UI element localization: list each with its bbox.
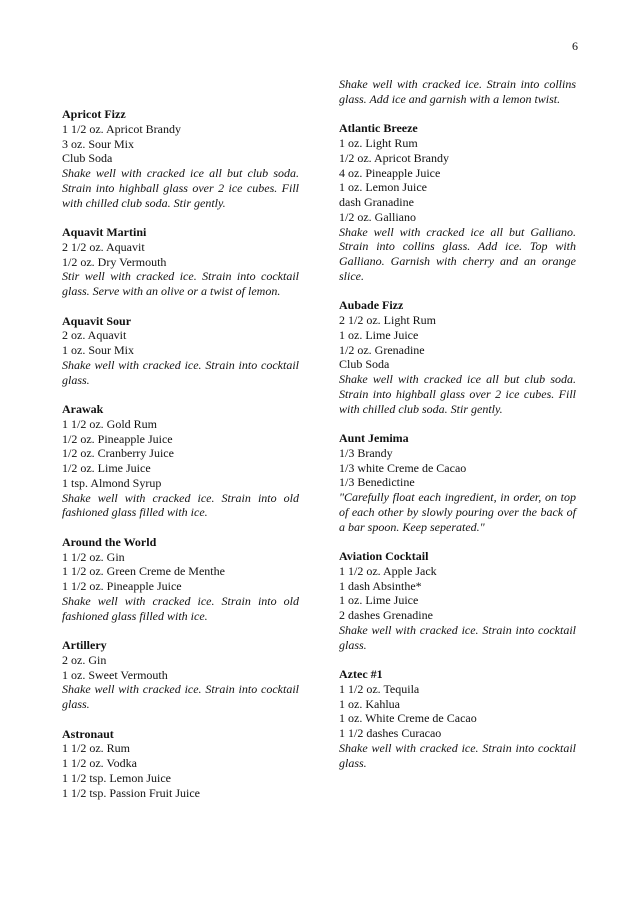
- ingredient: 1 1/2 oz. Vodka: [62, 756, 137, 770]
- ingredient: 1/3 white Creme de Cacao: [339, 460, 467, 475]
- ingredient: 1 1/2 tsp. Lemon Juice: [62, 770, 171, 785]
- recipe-instructions: Shake well with cracked ice. Strain into old fashioned glass filled with ice.: [62, 490, 299, 520]
- ingredient: 1 1/2 oz. Gold Rum: [62, 416, 157, 431]
- ingredient: 1 oz. Light Rum: [339, 136, 418, 150]
- ingredient: 1 oz. Sweet Vermouth: [62, 667, 168, 682]
- ingredient: 1 1/2 tsp. Passion Fruit Juice: [62, 785, 201, 800]
- ingredient: 1 1/2 oz. Gin: [62, 549, 125, 564]
- recipe-instructions: Shake well with cracked ice all but Galliano. Strain into collins glass. Add ice. Top with Galliano. Garnish with cherry and an orange slice.: [339, 224, 576, 283]
- recipe-title: Aztec #1: [339, 667, 383, 681]
- recipe-apricot-fizz: [62, 107, 299, 210]
- recipe-aquavit-martini: [62, 225, 299, 299]
- recipe-title: Aquavit Martini: [62, 225, 147, 239]
- recipe-title: Aubade Fizz: [339, 298, 404, 313]
- ingredient: 1/3 Brandy: [339, 445, 393, 460]
- ingredient: 4 oz. Pineapple Juice: [339, 165, 441, 180]
- ingredient: Club Soda: [339, 357, 390, 372]
- ingredient: 1/2 oz. Pineapple Juice: [62, 431, 173, 446]
- recipe-title: Aviation Cocktail: [339, 549, 429, 563]
- recipe-aquavit-sour: [62, 314, 299, 388]
- recipe-aviation-cocktail: [339, 549, 576, 652]
- ingredient: 1/2 oz. Grenadine: [339, 342, 425, 357]
- ingredient: 1 1/2 oz. Rum: [62, 741, 130, 756]
- recipe-arawak: [62, 402, 299, 520]
- ingredient: dash Granadine: [339, 195, 414, 209]
- ingredient: 1/2 oz. Lime Juice: [62, 461, 151, 475]
- ingredient: 1/3 Benedictine: [339, 475, 415, 490]
- ingredient: 1/2 oz. Apricot Brandy: [339, 150, 449, 165]
- recipe-atlantic-breeze: [339, 121, 576, 283]
- recipe-around-the-world: [62, 535, 299, 624]
- ingredient: 3 oz. Sour Mix: [62, 136, 134, 151]
- ingredient: 1 1/2 dashes Curacao: [339, 726, 442, 740]
- ingredient: 1/2 oz. Galliano: [339, 209, 416, 224]
- ingredient: 1 oz. Sour Mix: [62, 343, 134, 357]
- recipe-title: Aunt Jemima: [339, 431, 409, 445]
- ingredient: 1 oz. White Creme de Cacao: [339, 711, 477, 726]
- recipe-artillery: [62, 638, 299, 712]
- ingredient: 1 1/2 oz. Tequila: [339, 681, 420, 696]
- recipe-instructions: "Carefully float each ingredient, in order, on top of each other by slowly pouring over the back of a bar spoon. Keep seperated.": [339, 490, 576, 534]
- recipe-aztec-1: [339, 667, 576, 770]
- recipe-title: Astronaut: [62, 726, 114, 741]
- ingredient: 1 oz. Lime Juice: [339, 593, 419, 608]
- ingredient: 1/2 oz. Cranberry Juice: [62, 446, 174, 461]
- ingredient: 2 1/2 oz. Light Rum: [339, 313, 436, 327]
- ingredient: 1 oz. Kahlua: [339, 696, 400, 711]
- recipe-title: Apricot Fizz: [62, 107, 126, 121]
- ingredient: 1/2 oz. Dry Vermouth: [62, 254, 167, 269]
- ingredient: 1 1/2 oz. Green Creme de Menthe: [62, 564, 225, 579]
- ingredient: 1 oz. Lime Juice: [339, 327, 419, 342]
- recipe-instructions: Shake well with cracked ice. Strain into cocktail glass.: [339, 622, 576, 652]
- ingredient: 1 tsp. Almond Syrup: [62, 475, 162, 490]
- recipe-instructions: Shake well with cracked ice all but club soda. Strain into highball glass over 2 ice cubes. Fill with chilled club soda. Stir gently.: [62, 166, 299, 210]
- recipe-instructions: Shake well with cracked ice. Strain into cocktail glass.: [62, 357, 299, 387]
- recipe-instructions: Shake well with cracked ice. Strain into old fashioned glass filled with ice.: [62, 593, 299, 623]
- recipe-title: Artillery: [62, 638, 107, 652]
- recipe-instructions: Shake well with cracked ice. Strain into cocktail glass.: [339, 740, 576, 770]
- ingredient: 1 1/2 oz. Apple Jack: [339, 563, 437, 578]
- ingredient: 2 oz. Aquavit: [62, 328, 127, 343]
- recipe-instructions: Shake well with cracked ice all but club soda. Strain into highball glass over 2 ice cubes. Fill with chilled club soda. Stir gently.: [339, 372, 576, 416]
- ingredient: Club Soda: [62, 151, 113, 166]
- recipe-aubade-fizz: [339, 298, 576, 416]
- page-number: 6: [572, 39, 578, 53]
- recipe-aunt-jemima: [339, 431, 576, 534]
- ingredient: 1 oz. Lemon Juice: [339, 180, 427, 195]
- ingredient: 1 1/2 oz. Apricot Brandy: [62, 121, 181, 136]
- recipe-astronaut: [62, 727, 299, 801]
- recipe-title: Aquavit Sour: [62, 313, 132, 328]
- recipe-title: Atlantic Breeze: [339, 121, 418, 136]
- ingredient: 1 1/2 oz. Pineapple Juice: [62, 579, 182, 593]
- recipe-title: Arawak: [62, 402, 104, 416]
- recipe-title: Around the World: [62, 534, 157, 549]
- left-column: [62, 107, 299, 815]
- ingredient: 1 dash Absinthe*: [339, 578, 422, 593]
- recipe-instructions: Stir well with cracked ice. Strain into cocktail glass. Serve with an olive or a twist of lemon.: [62, 269, 299, 298]
- ingredient: 2 dashes Grenadine: [339, 608, 433, 622]
- recipe-instructions: Shake well with cracked ice. Strain into cocktail glass.: [62, 682, 299, 711]
- continued-instructions: Shake well with cracked ice. Strain into collins glass. Add ice and garnish with a lemon twist.: [339, 77, 576, 106]
- ingredient: 2 oz. Gin: [62, 652, 107, 667]
- ingredient: 2 1/2 oz. Aquavit: [62, 239, 145, 254]
- right-column: [339, 77, 576, 785]
